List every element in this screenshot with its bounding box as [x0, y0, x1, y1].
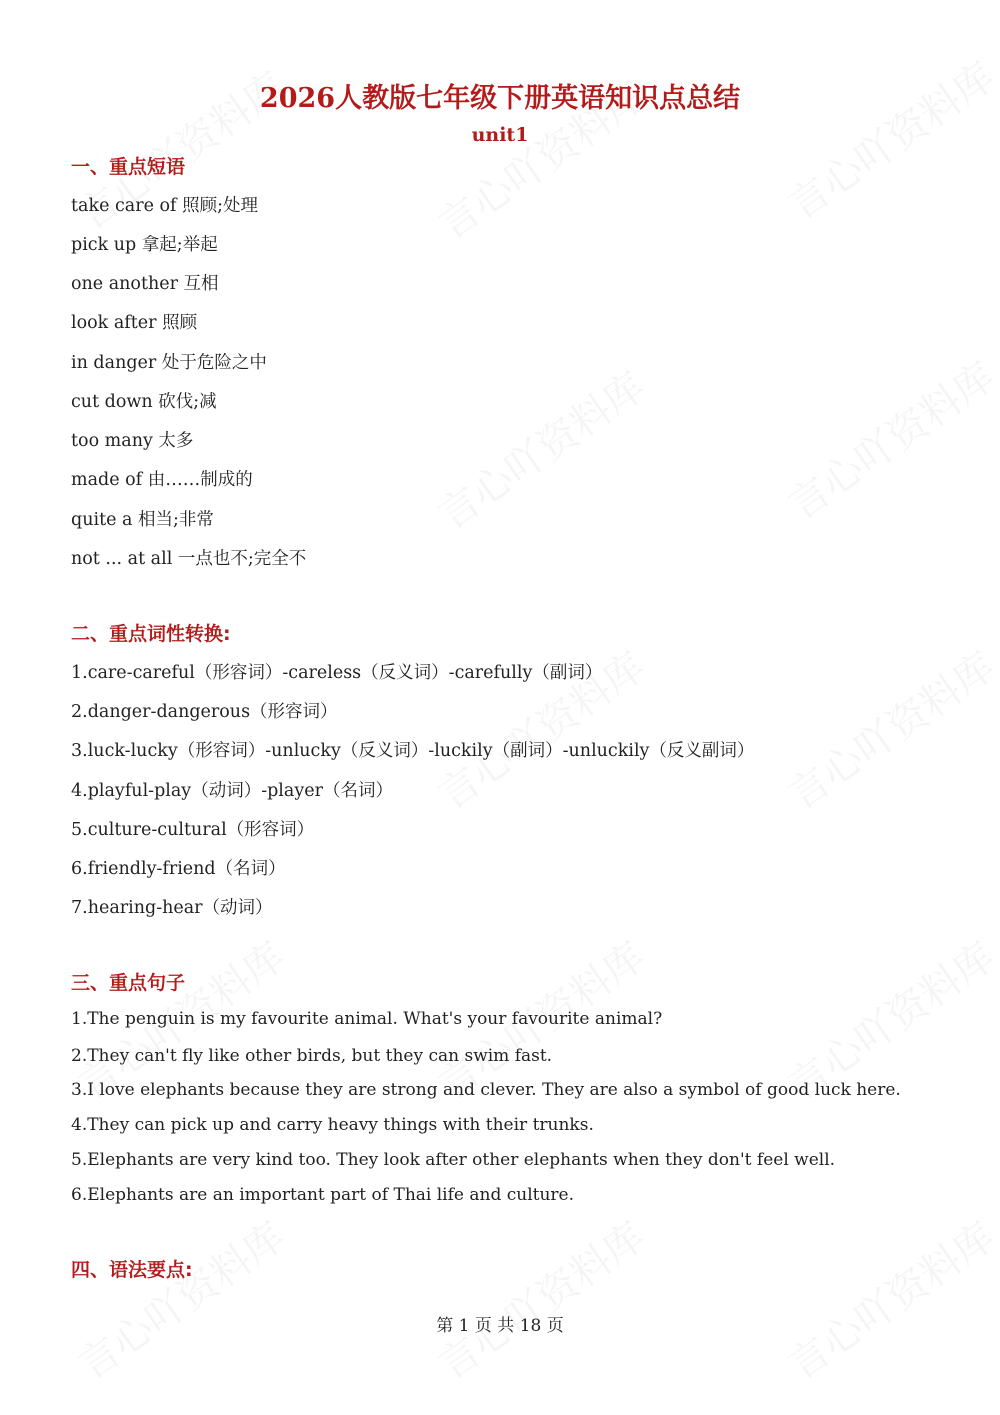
watermark — [425, 1206, 654, 1390]
document-title: 2026人教版七年级下册英语知识点总结 — [259, 83, 741, 114]
watermark — [425, 356, 654, 540]
watermark — [775, 1206, 1000, 1390]
page-footer: 第 1 页 共 18 页 — [436, 1316, 564, 1336]
unit-label: unit1 — [471, 124, 529, 146]
phrase-item: in danger 处于危险之中 — [71, 353, 267, 373]
word-form-item: 6.friendly-friend（名词） — [71, 859, 286, 879]
section-heading-sentences: 三、重点句子 — [71, 972, 186, 994]
phrase-item: pick up 拿起;举起 — [71, 235, 218, 255]
watermark — [65, 1206, 294, 1390]
sentence-item: 1.The penguin is my favourite animal. What's your favourite animal? — [71, 1009, 663, 1029]
phrase-item: one another 互相 — [71, 274, 219, 294]
watermark — [775, 636, 1000, 820]
section-heading-word-forms: 二、重点词性转换: — [71, 623, 231, 645]
phrase-item: cut down 砍伐;减 — [71, 392, 217, 412]
sentence-item: 5.Elephants are very kind too. They look after other elephants when they don't feel well. — [71, 1150, 836, 1170]
phrase-item: not ... at all 一点也不;完全不 — [71, 549, 307, 569]
phrase-item: too many 太多 — [71, 431, 194, 451]
word-form-item: 5.culture-cultural（形容词） — [71, 820, 315, 840]
section-heading-phrases: 一、重点短语 — [71, 156, 186, 178]
phrase-item: made of 由……制成的 — [71, 470, 253, 490]
phrase-item: look after 照顾 — [71, 313, 198, 333]
phrase-item: take care of 照顾;处理 — [71, 196, 258, 216]
word-form-item: 4.playful-play（动词）-player（名词） — [71, 781, 393, 801]
sentence-item: 6.Elephants are an important part of Thai life and culture. — [71, 1185, 575, 1205]
section-heading-grammar: 四、语法要点: — [71, 1259, 193, 1281]
watermark — [775, 346, 1000, 530]
word-form-item: 7.hearing-hear（动词） — [71, 898, 273, 918]
sentence-item: 2.They can't fly like other birds, but they can swim fast. — [71, 1046, 553, 1066]
word-form-item: 1.care-careful（形容词）-careless（反义词）-carefully（副词） — [71, 663, 603, 683]
sentence-item: 4.They can pick up and carry heavy things with their trunks. — [71, 1115, 594, 1135]
word-form-item: 3.luck-lucky（形容词）-unlucky（反义词）-luckily（副词）-unluckily（反义副词） — [71, 741, 755, 761]
sentence-item: 3.I love elephants because they are strong and clever. They are also a symbol of good luck here. — [71, 1080, 901, 1100]
word-form-item: 2.danger-dangerous（形容词） — [71, 702, 338, 722]
phrase-item: quite a 相当;非常 — [71, 510, 214, 530]
